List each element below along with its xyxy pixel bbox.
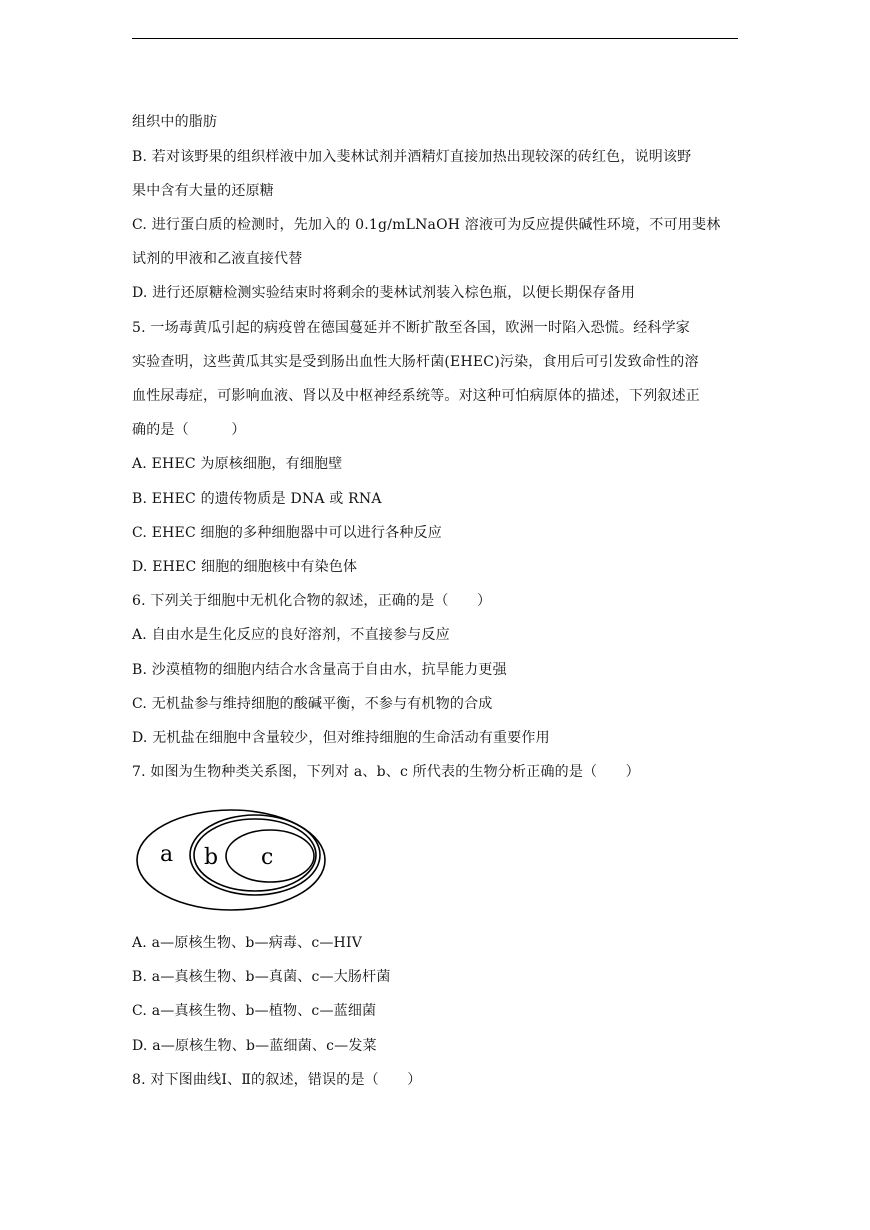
question-6-option-c: C. 无机盐参与维持细胞的酸碱平衡，不参与有机物的合成 bbox=[132, 696, 493, 712]
question-7-option-c: C. a—真核生物、b—植物、c—蓝细菌 bbox=[132, 1003, 377, 1019]
question-5-option-c: C. EHEC 细胞的多种细胞器中可以进行各种反应 bbox=[132, 525, 442, 541]
venn-diagram bbox=[132, 808, 332, 914]
question-5-stem-cont: 实验查明，这些黄瓜其实是受到肠出血性大肠杆菌(EHEC)污染，食用后可引发致命性的溶 bbox=[132, 354, 699, 370]
question-5-option-d: D. EHEC 细胞的细胞核中有染色体 bbox=[132, 559, 358, 575]
question-7-stem: 7. 如图为生物种类关系图，下列对 a、b、c 所代表的生物分析正确的是（ ） bbox=[132, 764, 640, 780]
question-6-option-b: B. 沙漠植物的细胞内结合水含量高于自由水，抗旱能力更强 bbox=[132, 662, 507, 678]
label-b: b bbox=[204, 845, 219, 870]
question-7-option-a: A. a—原核生物、b—病毒、c—HIV bbox=[132, 935, 363, 951]
question-6-stem: 6. 下列关于细胞中无机化合物的叙述，正确的是（ ） bbox=[132, 593, 492, 609]
question-5-stem: 5. 一场毒黄瓜引起的病疫曾在德国蔓延并不断扩散至各国，欧洲一时陷入恐慌。经科学家 bbox=[132, 320, 691, 336]
text-line: 果中含有大量的还原糖 bbox=[132, 183, 274, 199]
question-5-stem-cont: 血性尿毒症，可影响血液、肾以及中枢神经系统等。对这种可怕病原体的描述，下列叙述正 bbox=[132, 388, 700, 404]
label-c: c bbox=[261, 845, 274, 870]
question-5-stem-cont: 确的是（ ） bbox=[132, 422, 246, 438]
question-7-option-d: D. a—原核生物、b—蓝细菌、c—发菜 bbox=[132, 1038, 377, 1054]
question-7-option-b: B. a—真核生物、b—真菌、c—大肠杆菌 bbox=[132, 969, 391, 985]
question-6-option-a: A. 自由水是生化反应的良好溶剂，不直接参与反应 bbox=[132, 627, 450, 643]
label-a: a bbox=[160, 842, 174, 867]
option-b-line: B. 若对该野果的组织样液中加入斐林试剂并酒精灯直接加热出现较深的砖红色，说明该野 bbox=[132, 149, 692, 165]
option-c-line: C. 进行蛋白质的检测时，先加入的 0.1g/mLNaOH 溶液可为反应提供碱性环境，不可用斐林 bbox=[132, 217, 721, 233]
option-d-line: D. 进行还原糖检测实验结束时将剩余的斐林试剂装入棕色瓶，以便长期保存备用 bbox=[132, 285, 636, 301]
question-5-option-a: A. EHEC 为原核细胞，有细胞壁 bbox=[132, 456, 343, 472]
question-5-option-b: B. EHEC 的遗传物质是 DNA 或 RNA bbox=[132, 491, 382, 507]
question-8-stem: 8. 对下图曲线Ⅰ、Ⅱ的叙述，错误的是（ ） bbox=[132, 1072, 422, 1088]
question-6-option-d: D. 无机盐在细胞中含量较少，但对维持细胞的生命活动有重要作用 bbox=[132, 730, 550, 746]
header-rule bbox=[132, 38, 738, 39]
text-line: 试剂的甲液和乙液直接代替 bbox=[132, 251, 303, 267]
text-line: 组织中的脂肪 bbox=[132, 114, 218, 130]
